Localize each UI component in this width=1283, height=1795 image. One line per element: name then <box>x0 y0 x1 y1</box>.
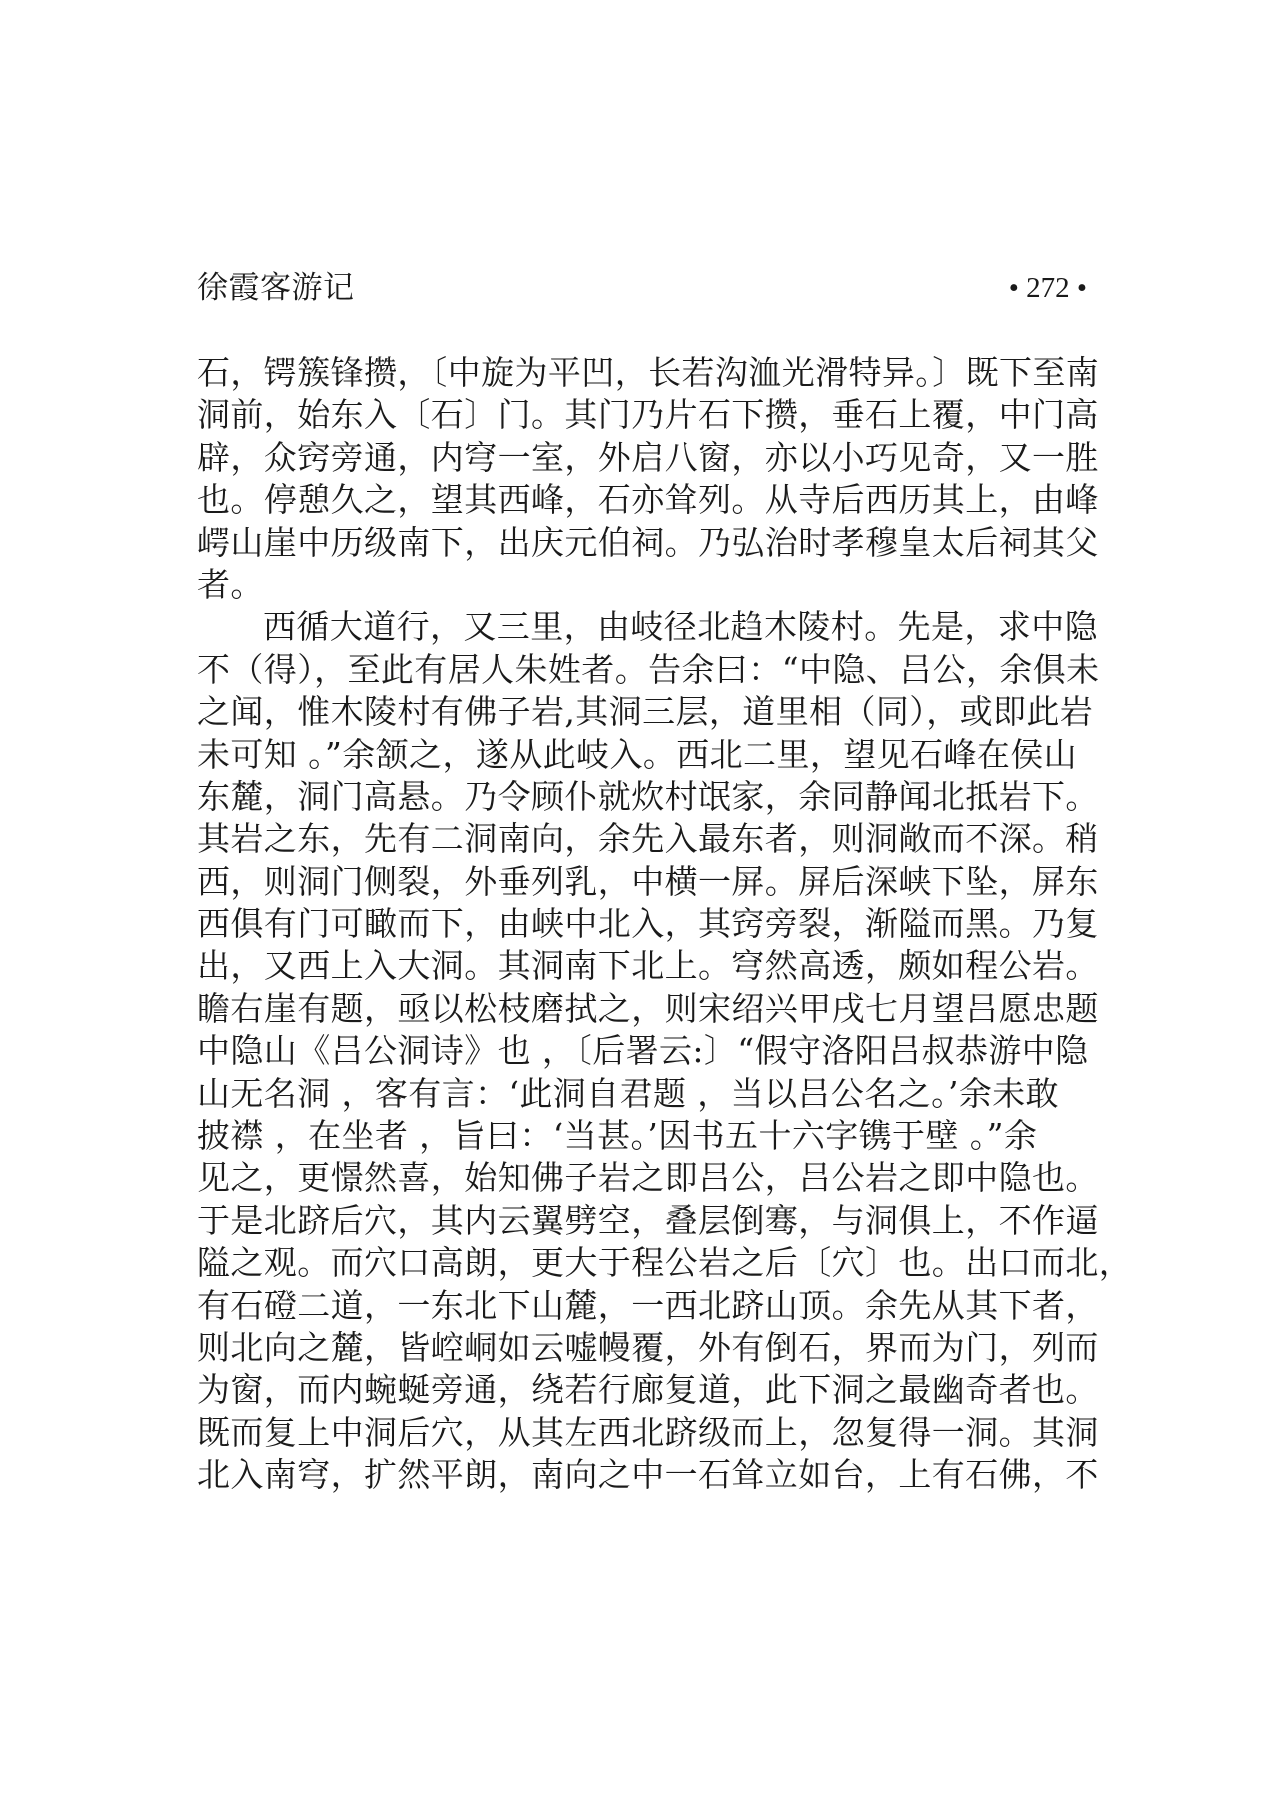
text-line: 出，又西上入大洞。其洞南下北上。穹然高透，颇如程公岩。 <box>197 946 1099 986</box>
text-line: 未可知 。”余颔之，遂从此岐入。西北二里，望见石峰在侯山 <box>197 734 1078 774</box>
page-header <box>197 266 1087 310</box>
text-line: 西俱有门可瞰而下，由峡中北入，其窍旁裂，渐隘而黑。乃复 <box>197 904 1099 944</box>
text-line: 崿山崖中历级南下，出庆元伯祠。乃弘治时孝穆皇太后祠其父 <box>197 522 1099 562</box>
text-line: 于是北跻后穴，其内云翼劈空，叠层倒骞，与洞俱上，不作逼 <box>197 1200 1099 1240</box>
text-line: 东麓，洞门高悬。乃令顾仆就炊村氓家，余同静闻北抵岩下。 <box>197 776 1099 816</box>
text-line: 其岩之东，先有二洞南向，余先入最东者，则洞敞而不深。稍 <box>197 819 1099 859</box>
text-line: 西，则洞门侧裂，外垂列乳，中横一屏。屏后深峡下坠，屏东 <box>197 861 1099 901</box>
text-line: 为窗，而内蜿蜒旁通，绕若行廊复道，此下洞之最幽奇者也。 <box>197 1370 1099 1410</box>
text-line: 有石磴二道，一东北下山麓，一西北跻山顶。余先从其下者， <box>197 1285 1099 1325</box>
text-line: 者。 <box>197 564 264 604</box>
text-line: 也。停憩久之，望其西峰，石亦耸列。从寺后西历其上，由峰 <box>197 480 1099 520</box>
book-title: 徐霞客游记 <box>197 270 355 306</box>
text-line: 既而复上中洞后穴，从其左西北跻级而上，忽复得一洞。其洞 <box>197 1412 1099 1452</box>
text-line: 瞻右崖有题，亟以松枝磨拭之，则宋绍兴甲戌七月望吕愿忠题 <box>197 988 1099 1028</box>
text-line: 不（得），至此有居人朱姓者。告余曰：“中隐、吕公，余俱未 <box>197 649 1100 689</box>
text-line: 见之，更憬然喜，始知佛子岩之即吕公，吕公岩之即中隐也。 <box>197 1158 1099 1198</box>
text-line: 披襟 ，在坐者 ，旨曰：‘当甚。’因书五十六字镌于壁 。”余 <box>197 1116 1038 1156</box>
paragraph-start-line: 西循大道行，又三里，由岐径北趋木陵村。先是，求中隐 <box>263 607 1098 647</box>
text-line: 之闻，惟木陵村有佛子岩,其洞三层，道里相（同），或即此岩 <box>197 692 1094 732</box>
text-line: 中隐山《吕公洞诗》也 ，〔后署云:〕“假守洛阳吕叔恭游中隐 <box>197 1031 1089 1071</box>
text-line: 洞前，始东入〔石〕门。其门乃片石下攒，垂石上覆，中门高 <box>197 395 1099 435</box>
page-number: • 272 • <box>1008 272 1087 304</box>
page-body <box>197 352 1133 1497</box>
text-line: 山无名洞 ，客有言：‘此洞自君题 ，当以吕公名之。’余未敢 <box>197 1073 1060 1113</box>
text-line: 石，锷簇锋攒，〔中旋为平凹，长若沟洫光滑特异。〕既下至南 <box>197 353 1100 392</box>
text-line: 北入南穹，扩然平朗，南向之中一石耸立如台，上有石佛，不 <box>197 1455 1099 1495</box>
text-line: 则北向之麓，皆崆峒如云嘘幔覆，外有倒石，界而为门，列而 <box>197 1327 1099 1367</box>
text-line: 隘之观。而穴口高朗，更大于程公岩之后〔穴〕也。出口而北， <box>197 1243 1133 1283</box>
text-line: 辟，众窍旁通，内穹一室，外启八窗，亦以小巧见奇，又一胜 <box>197 437 1099 477</box>
